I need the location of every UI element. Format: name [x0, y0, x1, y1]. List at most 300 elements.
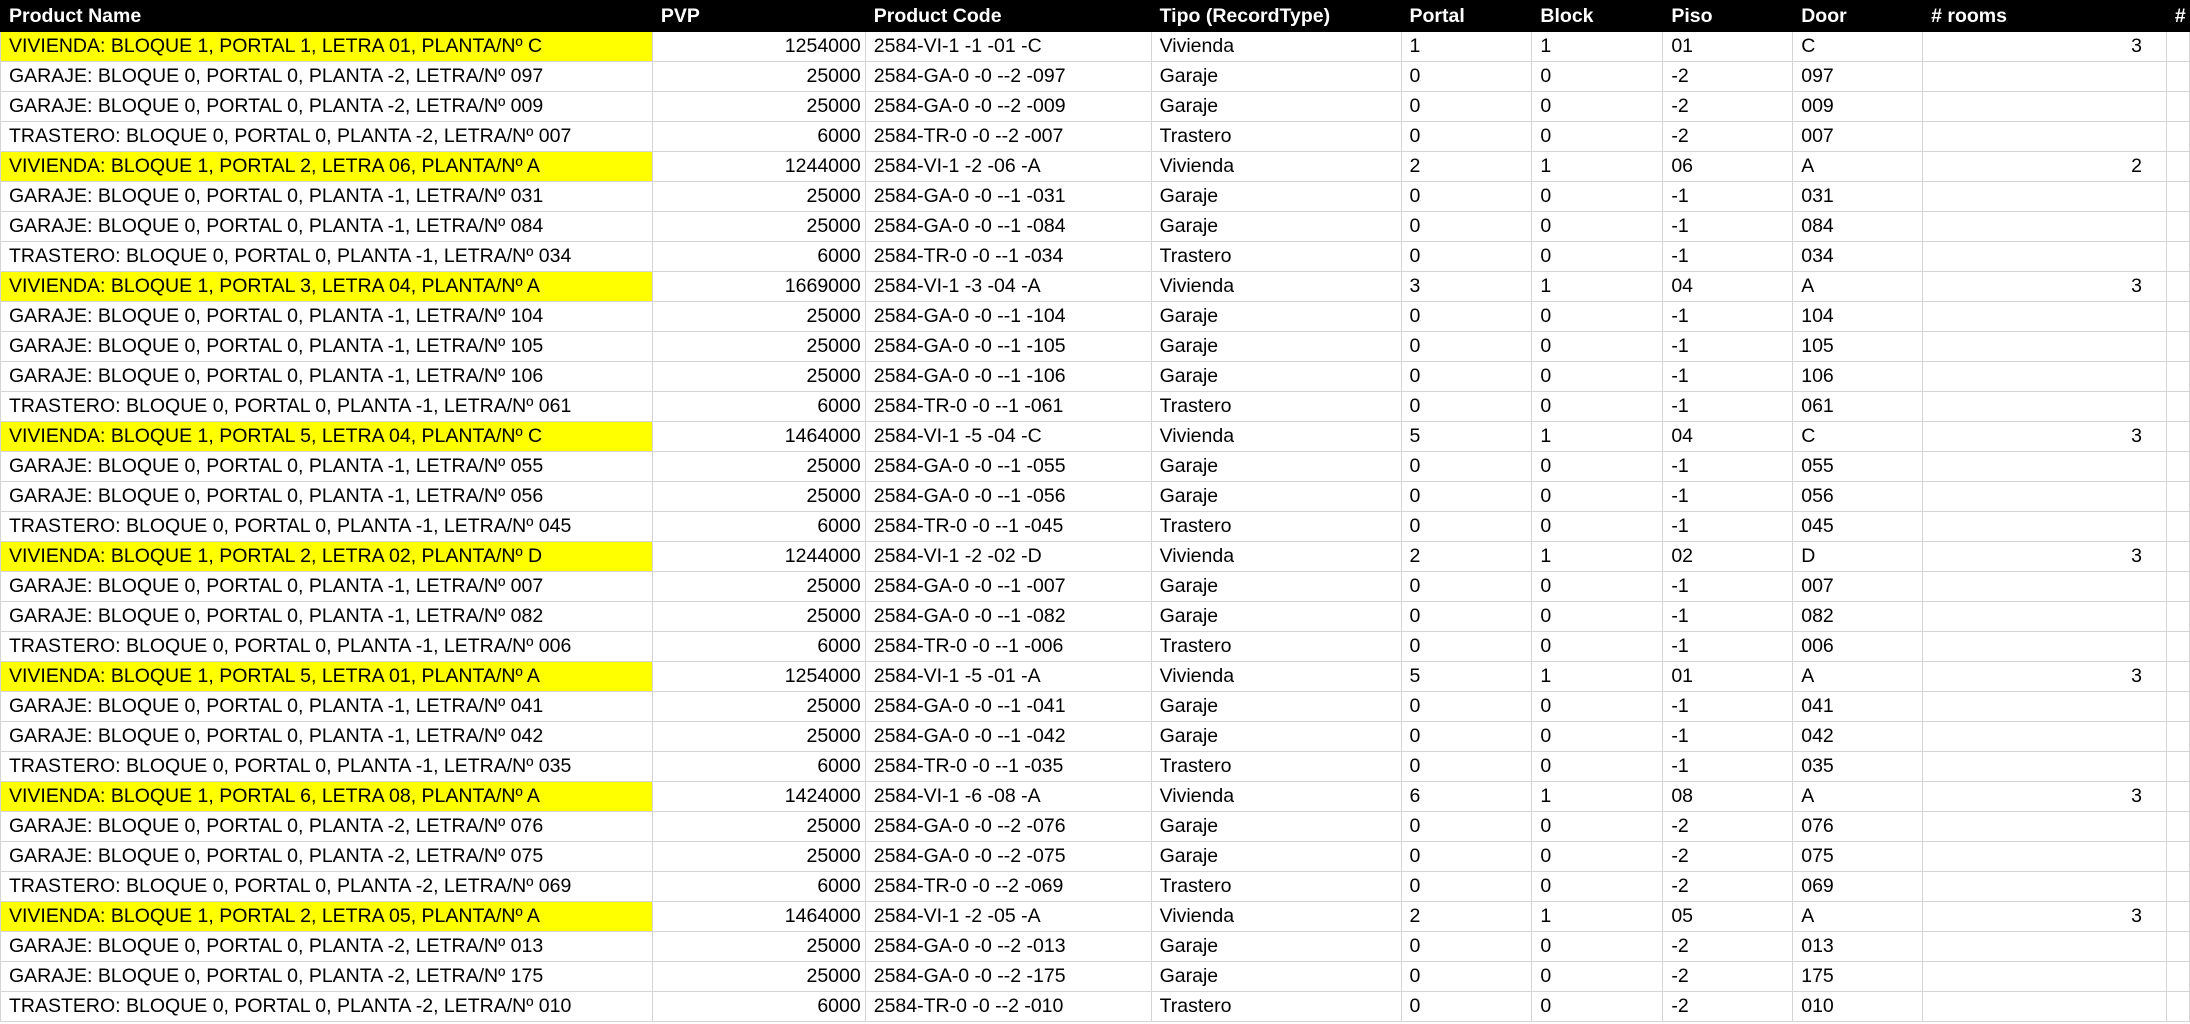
cell-portal[interactable]: 0 — [1401, 362, 1532, 392]
cell-door[interactable]: 009 — [1793, 92, 1923, 122]
cell-empty[interactable] — [2166, 392, 2189, 422]
cell-empty[interactable] — [2166, 152, 2189, 182]
cell-tipo[interactable]: Garaje — [1151, 182, 1401, 212]
cell-rooms[interactable] — [1923, 962, 2167, 992]
cell-rooms[interactable] — [1923, 392, 2167, 422]
cell-pvp[interactable]: 6000 — [652, 752, 865, 782]
cell-tipo[interactable]: Garaje — [1151, 212, 1401, 242]
cell-rooms[interactable]: 3 — [1923, 662, 2167, 692]
cell-product-name[interactable]: VIVIENDA: BLOQUE 1, PORTAL 2, LETRA 02, PLANTA/Nº D — [1, 542, 653, 572]
cell-product-name[interactable]: GARAJE: BLOQUE 0, PORTAL 0, PLANTA -1, LETRA/Nº 042 — [1, 722, 653, 752]
cell-portal[interactable]: 0 — [1401, 812, 1532, 842]
cell-product-code[interactable]: 2584-GA-0 -0 --1 -031 — [865, 182, 1151, 212]
cell-product-name[interactable]: GARAJE: BLOQUE 0, PORTAL 0, PLANTA -2, LETRA/Nº 076 — [1, 812, 653, 842]
cell-block[interactable]: 0 — [1532, 242, 1663, 272]
cell-pvp[interactable]: 6000 — [652, 632, 865, 662]
cell-rooms[interactable] — [1923, 362, 2167, 392]
cell-product-name[interactable]: GARAJE: BLOQUE 0, PORTAL 0, PLANTA -1, LETRA/Nº 106 — [1, 362, 653, 392]
cell-block[interactable]: 1 — [1532, 152, 1663, 182]
cell-pvp[interactable]: 25000 — [652, 92, 865, 122]
cell-pvp[interactable]: 1254000 — [652, 662, 865, 692]
cell-block[interactable]: 1 — [1532, 782, 1663, 812]
cell-tipo[interactable]: Garaje — [1151, 932, 1401, 962]
cell-portal[interactable]: 0 — [1401, 602, 1532, 632]
cell-pvp[interactable]: 1669000 — [652, 272, 865, 302]
cell-door[interactable]: 175 — [1793, 962, 1923, 992]
cell-product-code[interactable]: 2584-TR-0 -0 --1 -045 — [865, 512, 1151, 542]
cell-block[interactable]: 1 — [1532, 32, 1663, 62]
cell-product-name[interactable]: GARAJE: BLOQUE 0, PORTAL 0, PLANTA -1, LETRA/Nº 105 — [1, 332, 653, 362]
cell-door[interactable]: A — [1793, 662, 1923, 692]
cell-empty[interactable] — [2166, 992, 2189, 1022]
cell-block[interactable]: 0 — [1532, 992, 1663, 1022]
cell-piso[interactable]: -1 — [1663, 212, 1793, 242]
cell-tipo[interactable]: Trastero — [1151, 632, 1401, 662]
cell-product-name[interactable]: VIVIENDA: BLOQUE 1, PORTAL 2, LETRA 05, PLANTA/Nº A — [1, 902, 653, 932]
cell-pvp[interactable]: 1424000 — [652, 782, 865, 812]
cell-product-code[interactable]: 2584-GA-0 -0 --1 -084 — [865, 212, 1151, 242]
cell-tipo[interactable]: Trastero — [1151, 392, 1401, 422]
cell-empty[interactable] — [2166, 92, 2189, 122]
cell-rooms[interactable] — [1923, 482, 2167, 512]
cell-empty[interactable] — [2166, 932, 2189, 962]
cell-rooms[interactable] — [1923, 212, 2167, 242]
cell-door[interactable]: A — [1793, 782, 1923, 812]
cell-empty[interactable] — [2166, 812, 2189, 842]
cell-piso[interactable]: -1 — [1663, 392, 1793, 422]
cell-tipo[interactable]: Garaje — [1151, 332, 1401, 362]
cell-tipo[interactable]: Vivienda — [1151, 542, 1401, 572]
cell-product-code[interactable]: 2584-GA-0 -0 --1 -105 — [865, 332, 1151, 362]
cell-product-code[interactable]: 2584-GA-0 -0 --2 -097 — [865, 62, 1151, 92]
cell-empty[interactable] — [2166, 632, 2189, 662]
column-header-product-code[interactable]: Product Code — [865, 1, 1151, 32]
cell-portal[interactable]: 1 — [1401, 32, 1532, 62]
cell-empty[interactable] — [2166, 692, 2189, 722]
cell-rooms[interactable] — [1923, 182, 2167, 212]
cell-product-name[interactable]: TRASTERO: BLOQUE 0, PORTAL 0, PLANTA -2, LETRA/Nº 069 — [1, 872, 653, 902]
cell-portal[interactable]: 0 — [1401, 302, 1532, 332]
cell-door[interactable]: 069 — [1793, 872, 1923, 902]
cell-piso[interactable]: -1 — [1663, 632, 1793, 662]
cell-block[interactable]: 0 — [1532, 752, 1663, 782]
cell-piso[interactable]: -1 — [1663, 602, 1793, 632]
cell-tipo[interactable]: Garaje — [1151, 812, 1401, 842]
cell-product-name[interactable]: GARAJE: BLOQUE 0, PORTAL 0, PLANTA -1, LETRA/Nº 104 — [1, 302, 653, 332]
cell-rooms[interactable] — [1923, 62, 2167, 92]
cell-empty[interactable] — [2166, 512, 2189, 542]
cell-product-name[interactable]: GARAJE: BLOQUE 0, PORTAL 0, PLANTA -1, LETRA/Nº 007 — [1, 572, 653, 602]
cell-block[interactable]: 0 — [1532, 302, 1663, 332]
cell-piso[interactable]: -2 — [1663, 812, 1793, 842]
cell-product-code[interactable]: 2584-GA-0 -0 --2 -175 — [865, 962, 1151, 992]
cell-tipo[interactable]: Trastero — [1151, 242, 1401, 272]
cell-empty[interactable] — [2166, 362, 2189, 392]
cell-rooms[interactable]: 3 — [1923, 422, 2167, 452]
cell-block[interactable]: 0 — [1532, 932, 1663, 962]
cell-pvp[interactable]: 1254000 — [652, 32, 865, 62]
cell-block[interactable]: 0 — [1532, 182, 1663, 212]
cell-empty[interactable] — [2166, 272, 2189, 302]
cell-pvp[interactable]: 25000 — [652, 452, 865, 482]
cell-rooms[interactable]: 3 — [1923, 272, 2167, 302]
cell-product-code[interactable]: 2584-VI-1 -3 -04 -A — [865, 272, 1151, 302]
cell-empty[interactable] — [2166, 212, 2189, 242]
cell-tipo[interactable]: Garaje — [1151, 302, 1401, 332]
cell-pvp[interactable]: 25000 — [652, 602, 865, 632]
cell-rooms[interactable] — [1923, 572, 2167, 602]
cell-empty[interactable] — [2166, 842, 2189, 872]
cell-piso[interactable]: 01 — [1663, 32, 1793, 62]
cell-pvp[interactable]: 25000 — [652, 692, 865, 722]
cell-block[interactable]: 0 — [1532, 452, 1663, 482]
cell-piso[interactable]: -1 — [1663, 572, 1793, 602]
cell-pvp[interactable]: 25000 — [652, 482, 865, 512]
cell-empty[interactable] — [2166, 782, 2189, 812]
cell-rooms[interactable] — [1923, 242, 2167, 272]
cell-block[interactable]: 0 — [1532, 512, 1663, 542]
cell-door[interactable]: A — [1793, 902, 1923, 932]
cell-tipo[interactable]: Garaje — [1151, 482, 1401, 512]
cell-rooms[interactable]: 2 — [1923, 152, 2167, 182]
cell-product-code[interactable]: 2584-GA-0 -0 --1 -056 — [865, 482, 1151, 512]
cell-portal[interactable]: 2 — [1401, 542, 1532, 572]
cell-rooms[interactable] — [1923, 302, 2167, 332]
cell-product-name[interactable]: TRASTERO: BLOQUE 0, PORTAL 0, PLANTA -1, LETRA/Nº 061 — [1, 392, 653, 422]
cell-tipo[interactable]: Trastero — [1151, 992, 1401, 1022]
cell-block[interactable]: 0 — [1532, 812, 1663, 842]
cell-portal[interactable]: 0 — [1401, 62, 1532, 92]
cell-tipo[interactable]: Vivienda — [1151, 902, 1401, 932]
cell-product-code[interactable]: 2584-TR-0 -0 --2 -069 — [865, 872, 1151, 902]
cell-pvp[interactable]: 6000 — [652, 512, 865, 542]
cell-product-name[interactable]: GARAJE: BLOQUE 0, PORTAL 0, PLANTA -1, LETRA/Nº 041 — [1, 692, 653, 722]
cell-portal[interactable]: 2 — [1401, 902, 1532, 932]
cell-portal[interactable]: 0 — [1401, 482, 1532, 512]
cell-empty[interactable] — [2166, 32, 2189, 62]
cell-portal[interactable]: 0 — [1401, 332, 1532, 362]
cell-rooms[interactable] — [1923, 692, 2167, 722]
cell-block[interactable]: 0 — [1532, 122, 1663, 152]
cell-product-name[interactable]: TRASTERO: BLOQUE 0, PORTAL 0, PLANTA -1, LETRA/Nº 045 — [1, 512, 653, 542]
cell-product-code[interactable]: 2584-TR-0 -0 --1 -006 — [865, 632, 1151, 662]
cell-tipo[interactable]: Garaje — [1151, 452, 1401, 482]
cell-portal[interactable]: 0 — [1401, 122, 1532, 152]
cell-tipo[interactable]: Garaje — [1151, 962, 1401, 992]
cell-product-name[interactable]: GARAJE: BLOQUE 0, PORTAL 0, PLANTA -2, LETRA/Nº 009 — [1, 92, 653, 122]
cell-portal[interactable]: 0 — [1401, 572, 1532, 602]
cell-tipo[interactable]: Vivienda — [1151, 662, 1401, 692]
cell-door[interactable]: 006 — [1793, 632, 1923, 662]
cell-pvp[interactable]: 1464000 — [652, 902, 865, 932]
cell-rooms[interactable]: 3 — [1923, 782, 2167, 812]
cell-product-code[interactable]: 2584-GA-0 -0 --1 -055 — [865, 452, 1151, 482]
cell-product-name[interactable]: TRASTERO: BLOQUE 0, PORTAL 0, PLANTA -2, LETRA/Nº 007 — [1, 122, 653, 152]
cell-product-name[interactable]: GARAJE: BLOQUE 0, PORTAL 0, PLANTA -1, LETRA/Nº 031 — [1, 182, 653, 212]
cell-product-name[interactable]: GARAJE: BLOQUE 0, PORTAL 0, PLANTA -2, LETRA/Nº 075 — [1, 842, 653, 872]
cell-piso[interactable]: 05 — [1663, 902, 1793, 932]
cell-block[interactable]: 0 — [1532, 632, 1663, 662]
cell-product-name[interactable]: GARAJE: BLOQUE 0, PORTAL 0, PLANTA -1, LETRA/Nº 055 — [1, 452, 653, 482]
cell-piso[interactable]: -1 — [1663, 722, 1793, 752]
cell-door[interactable]: 042 — [1793, 722, 1923, 752]
cell-product-code[interactable]: 2584-VI-1 -6 -08 -A — [865, 782, 1151, 812]
cell-rooms[interactable] — [1923, 512, 2167, 542]
cell-tipo[interactable]: Vivienda — [1151, 422, 1401, 452]
cell-product-name[interactable]: TRASTERO: BLOQUE 0, PORTAL 0, PLANTA -1, LETRA/Nº 006 — [1, 632, 653, 662]
cell-portal[interactable]: 0 — [1401, 452, 1532, 482]
cell-product-name[interactable]: GARAJE: BLOQUE 0, PORTAL 0, PLANTA -2, LETRA/Nº 175 — [1, 962, 653, 992]
cell-empty[interactable] — [2166, 902, 2189, 932]
cell-door[interactable]: C — [1793, 422, 1923, 452]
cell-block[interactable]: 0 — [1532, 722, 1663, 752]
cell-pvp[interactable]: 25000 — [652, 212, 865, 242]
cell-block[interactable]: 0 — [1532, 362, 1663, 392]
cell-block[interactable]: 0 — [1532, 872, 1663, 902]
cell-block[interactable]: 0 — [1532, 92, 1663, 122]
cell-door[interactable]: 075 — [1793, 842, 1923, 872]
cell-block[interactable]: 0 — [1532, 572, 1663, 602]
cell-product-name[interactable]: VIVIENDA: BLOQUE 1, PORTAL 2, LETRA 06, PLANTA/Nº A — [1, 152, 653, 182]
cell-empty[interactable] — [2166, 482, 2189, 512]
cell-door[interactable]: 076 — [1793, 812, 1923, 842]
cell-empty[interactable] — [2166, 662, 2189, 692]
cell-door[interactable]: 045 — [1793, 512, 1923, 542]
cell-product-code[interactable]: 2584-VI-1 -2 -06 -A — [865, 152, 1151, 182]
cell-product-name[interactable]: VIVIENDA: BLOQUE 1, PORTAL 6, LETRA 08, PLANTA/Nº A — [1, 782, 653, 812]
cell-product-code[interactable]: 2584-TR-0 -0 --1 -034 — [865, 242, 1151, 272]
cell-pvp[interactable]: 25000 — [652, 62, 865, 92]
cell-rooms[interactable] — [1923, 752, 2167, 782]
cell-product-code[interactable]: 2584-VI-1 -5 -04 -C — [865, 422, 1151, 452]
cell-rooms[interactable] — [1923, 932, 2167, 962]
cell-portal[interactable]: 5 — [1401, 662, 1532, 692]
cell-portal[interactable]: 0 — [1401, 392, 1532, 422]
cell-piso[interactable]: 08 — [1663, 782, 1793, 812]
cell-pvp[interactable]: 25000 — [652, 332, 865, 362]
cell-door[interactable]: 010 — [1793, 992, 1923, 1022]
cell-product-name[interactable]: TRASTERO: BLOQUE 0, PORTAL 0, PLANTA -1, LETRA/Nº 034 — [1, 242, 653, 272]
cell-door[interactable]: A — [1793, 272, 1923, 302]
cell-rooms[interactable] — [1923, 632, 2167, 662]
cell-door[interactable]: 035 — [1793, 752, 1923, 782]
cell-tipo[interactable]: Vivienda — [1151, 152, 1401, 182]
cell-product-code[interactable]: 2584-GA-0 -0 --2 -009 — [865, 92, 1151, 122]
cell-product-code[interactable]: 2584-GA-0 -0 --1 -007 — [865, 572, 1151, 602]
cell-pvp[interactable]: 25000 — [652, 962, 865, 992]
cell-piso[interactable]: 04 — [1663, 272, 1793, 302]
cell-piso[interactable]: -1 — [1663, 482, 1793, 512]
cell-tipo[interactable]: Vivienda — [1151, 32, 1401, 62]
cell-piso[interactable]: -1 — [1663, 692, 1793, 722]
cell-rooms[interactable]: 3 — [1923, 32, 2167, 62]
cell-product-code[interactable]: 2584-GA-0 -0 --1 -041 — [865, 692, 1151, 722]
cell-product-code[interactable]: 2584-GA-0 -0 --1 -106 — [865, 362, 1151, 392]
cell-tipo[interactable]: Garaje — [1151, 572, 1401, 602]
cell-empty[interactable] — [2166, 332, 2189, 362]
cell-portal[interactable]: 0 — [1401, 962, 1532, 992]
cell-pvp[interactable]: 25000 — [652, 842, 865, 872]
cell-pvp[interactable]: 25000 — [652, 572, 865, 602]
cell-piso[interactable]: -1 — [1663, 752, 1793, 782]
column-header-door[interactable]: Door — [1793, 1, 1923, 32]
cell-pvp[interactable]: 1244000 — [652, 152, 865, 182]
cell-piso[interactable]: -2 — [1663, 92, 1793, 122]
cell-empty[interactable] — [2166, 62, 2189, 92]
cell-block[interactable]: 0 — [1532, 692, 1663, 722]
cell-door[interactable]: 007 — [1793, 122, 1923, 152]
cell-piso[interactable]: -1 — [1663, 362, 1793, 392]
column-header-hash[interactable]: # — [2166, 1, 2189, 32]
cell-piso[interactable]: 06 — [1663, 152, 1793, 182]
cell-empty[interactable] — [2166, 962, 2189, 992]
cell-door[interactable]: 031 — [1793, 182, 1923, 212]
cell-piso[interactable]: -1 — [1663, 512, 1793, 542]
cell-pvp[interactable]: 25000 — [652, 932, 865, 962]
cell-portal[interactable]: 6 — [1401, 782, 1532, 812]
cell-piso[interactable]: 02 — [1663, 542, 1793, 572]
cell-portal[interactable]: 0 — [1401, 242, 1532, 272]
cell-product-name[interactable]: GARAJE: BLOQUE 0, PORTAL 0, PLANTA -2, LETRA/Nº 097 — [1, 62, 653, 92]
cell-piso[interactable]: -2 — [1663, 962, 1793, 992]
cell-empty[interactable] — [2166, 182, 2189, 212]
cell-door[interactable]: 055 — [1793, 452, 1923, 482]
column-header-product-name[interactable]: Product Name — [1, 1, 653, 32]
cell-block[interactable]: 0 — [1532, 482, 1663, 512]
column-header-piso[interactable]: Piso — [1663, 1, 1793, 32]
cell-product-name[interactable]: VIVIENDA: BLOQUE 1, PORTAL 5, LETRA 04, PLANTA/Nº C — [1, 422, 653, 452]
cell-door[interactable]: 104 — [1793, 302, 1923, 332]
cell-empty[interactable] — [2166, 242, 2189, 272]
cell-empty[interactable] — [2166, 872, 2189, 902]
cell-door[interactable]: 084 — [1793, 212, 1923, 242]
cell-block[interactable]: 1 — [1532, 662, 1663, 692]
cell-product-code[interactable]: 2584-VI-1 -2 -05 -A — [865, 902, 1151, 932]
cell-product-name[interactable]: GARAJE: BLOQUE 0, PORTAL 0, PLANTA -1, LETRA/Nº 056 — [1, 482, 653, 512]
cell-rooms[interactable] — [1923, 122, 2167, 152]
cell-piso[interactable]: -2 — [1663, 842, 1793, 872]
cell-portal[interactable]: 0 — [1401, 92, 1532, 122]
cell-tipo[interactable]: Garaje — [1151, 362, 1401, 392]
cell-tipo[interactable]: Garaje — [1151, 62, 1401, 92]
cell-door[interactable]: 013 — [1793, 932, 1923, 962]
cell-product-name[interactable]: TRASTERO: BLOQUE 0, PORTAL 0, PLANTA -1, LETRA/Nº 035 — [1, 752, 653, 782]
cell-pvp[interactable]: 6000 — [652, 122, 865, 152]
cell-piso[interactable]: 01 — [1663, 662, 1793, 692]
cell-product-code[interactable]: 2584-GA-0 -0 --1 -104 — [865, 302, 1151, 332]
cell-pvp[interactable]: 1464000 — [652, 422, 865, 452]
cell-piso[interactable]: -1 — [1663, 242, 1793, 272]
cell-tipo[interactable]: Trastero — [1151, 512, 1401, 542]
cell-portal[interactable]: 5 — [1401, 422, 1532, 452]
cell-product-code[interactable]: 2584-TR-0 -0 --2 -010 — [865, 992, 1151, 1022]
column-header-block[interactable]: Block — [1532, 1, 1663, 32]
cell-block[interactable]: 0 — [1532, 842, 1663, 872]
cell-pvp[interactable]: 6000 — [652, 872, 865, 902]
cell-product-name[interactable]: GARAJE: BLOQUE 0, PORTAL 0, PLANTA -1, LETRA/Nº 082 — [1, 602, 653, 632]
cell-piso[interactable]: 04 — [1663, 422, 1793, 452]
cell-rooms[interactable] — [1923, 992, 2167, 1022]
cell-empty[interactable] — [2166, 602, 2189, 632]
cell-piso[interactable]: -1 — [1663, 182, 1793, 212]
cell-door[interactable]: 056 — [1793, 482, 1923, 512]
cell-product-code[interactable]: 2584-GA-0 -0 --2 -075 — [865, 842, 1151, 872]
cell-portal[interactable]: 0 — [1401, 842, 1532, 872]
cell-product-code[interactable]: 2584-VI-1 -2 -02 -D — [865, 542, 1151, 572]
cell-block[interactable]: 1 — [1532, 272, 1663, 302]
cell-rooms[interactable] — [1923, 332, 2167, 362]
cell-tipo[interactable]: Garaje — [1151, 92, 1401, 122]
cell-pvp[interactable]: 25000 — [652, 722, 865, 752]
cell-empty[interactable] — [2166, 302, 2189, 332]
cell-rooms[interactable]: 3 — [1923, 902, 2167, 932]
cell-door[interactable]: D — [1793, 542, 1923, 572]
cell-portal[interactable]: 0 — [1401, 212, 1532, 242]
cell-product-code[interactable]: 2584-GA-0 -0 --2 -076 — [865, 812, 1151, 842]
cell-piso[interactable]: -2 — [1663, 62, 1793, 92]
cell-tipo[interactable]: Garaje — [1151, 692, 1401, 722]
cell-tipo[interactable]: Vivienda — [1151, 272, 1401, 302]
cell-empty[interactable] — [2166, 542, 2189, 572]
cell-product-name[interactable]: VIVIENDA: BLOQUE 1, PORTAL 1, LETRA 01, PLANTA/Nº C — [1, 32, 653, 62]
cell-product-code[interactable]: 2584-VI-1 -5 -01 -A — [865, 662, 1151, 692]
cell-empty[interactable] — [2166, 422, 2189, 452]
cell-product-name[interactable]: TRASTERO: BLOQUE 0, PORTAL 0, PLANTA -2, LETRA/Nº 010 — [1, 992, 653, 1022]
cell-product-code[interactable]: 2584-TR-0 -0 --1 -035 — [865, 752, 1151, 782]
cell-tipo[interactable]: Trastero — [1151, 872, 1401, 902]
cell-door[interactable]: 034 — [1793, 242, 1923, 272]
cell-portal[interactable]: 3 — [1401, 272, 1532, 302]
cell-tipo[interactable]: Garaje — [1151, 602, 1401, 632]
cell-piso[interactable]: -1 — [1663, 302, 1793, 332]
cell-product-code[interactable]: 2584-GA-0 -0 --2 -013 — [865, 932, 1151, 962]
cell-portal[interactable]: 0 — [1401, 722, 1532, 752]
cell-pvp[interactable]: 25000 — [652, 302, 865, 332]
cell-door[interactable]: C — [1793, 32, 1923, 62]
cell-rooms[interactable] — [1923, 92, 2167, 122]
cell-pvp[interactable]: 6000 — [652, 992, 865, 1022]
cell-rooms[interactable] — [1923, 602, 2167, 632]
column-header-rooms[interactable]: # rooms — [1923, 1, 2167, 32]
cell-rooms[interactable] — [1923, 452, 2167, 482]
cell-block[interactable]: 0 — [1532, 332, 1663, 362]
cell-pvp[interactable]: 1244000 — [652, 542, 865, 572]
cell-empty[interactable] — [2166, 722, 2189, 752]
cell-pvp[interactable]: 25000 — [652, 182, 865, 212]
cell-product-code[interactable]: 2584-VI-1 -1 -01 -C — [865, 32, 1151, 62]
cell-door[interactable]: 097 — [1793, 62, 1923, 92]
cell-tipo[interactable]: Trastero — [1151, 122, 1401, 152]
cell-portal[interactable]: 0 — [1401, 632, 1532, 662]
cell-rooms[interactable] — [1923, 842, 2167, 872]
cell-piso[interactable]: -2 — [1663, 122, 1793, 152]
cell-block[interactable]: 0 — [1532, 392, 1663, 422]
cell-empty[interactable] — [2166, 122, 2189, 152]
cell-product-name[interactable]: GARAJE: BLOQUE 0, PORTAL 0, PLANTA -1, LETRA/Nº 084 — [1, 212, 653, 242]
cell-block[interactable]: 0 — [1532, 62, 1663, 92]
cell-rooms[interactable] — [1923, 812, 2167, 842]
cell-piso[interactable]: -2 — [1663, 992, 1793, 1022]
cell-door[interactable]: A — [1793, 152, 1923, 182]
cell-block[interactable]: 0 — [1532, 212, 1663, 242]
cell-tipo[interactable]: Vivienda — [1151, 782, 1401, 812]
cell-product-code[interactable]: 2584-GA-0 -0 --1 -042 — [865, 722, 1151, 752]
cell-portal[interactable]: 0 — [1401, 932, 1532, 962]
cell-door[interactable]: 061 — [1793, 392, 1923, 422]
cell-product-name[interactable]: VIVIENDA: BLOQUE 1, PORTAL 5, LETRA 01, PLANTA/Nº A — [1, 662, 653, 692]
cell-piso[interactable]: -2 — [1663, 932, 1793, 962]
cell-empty[interactable] — [2166, 452, 2189, 482]
